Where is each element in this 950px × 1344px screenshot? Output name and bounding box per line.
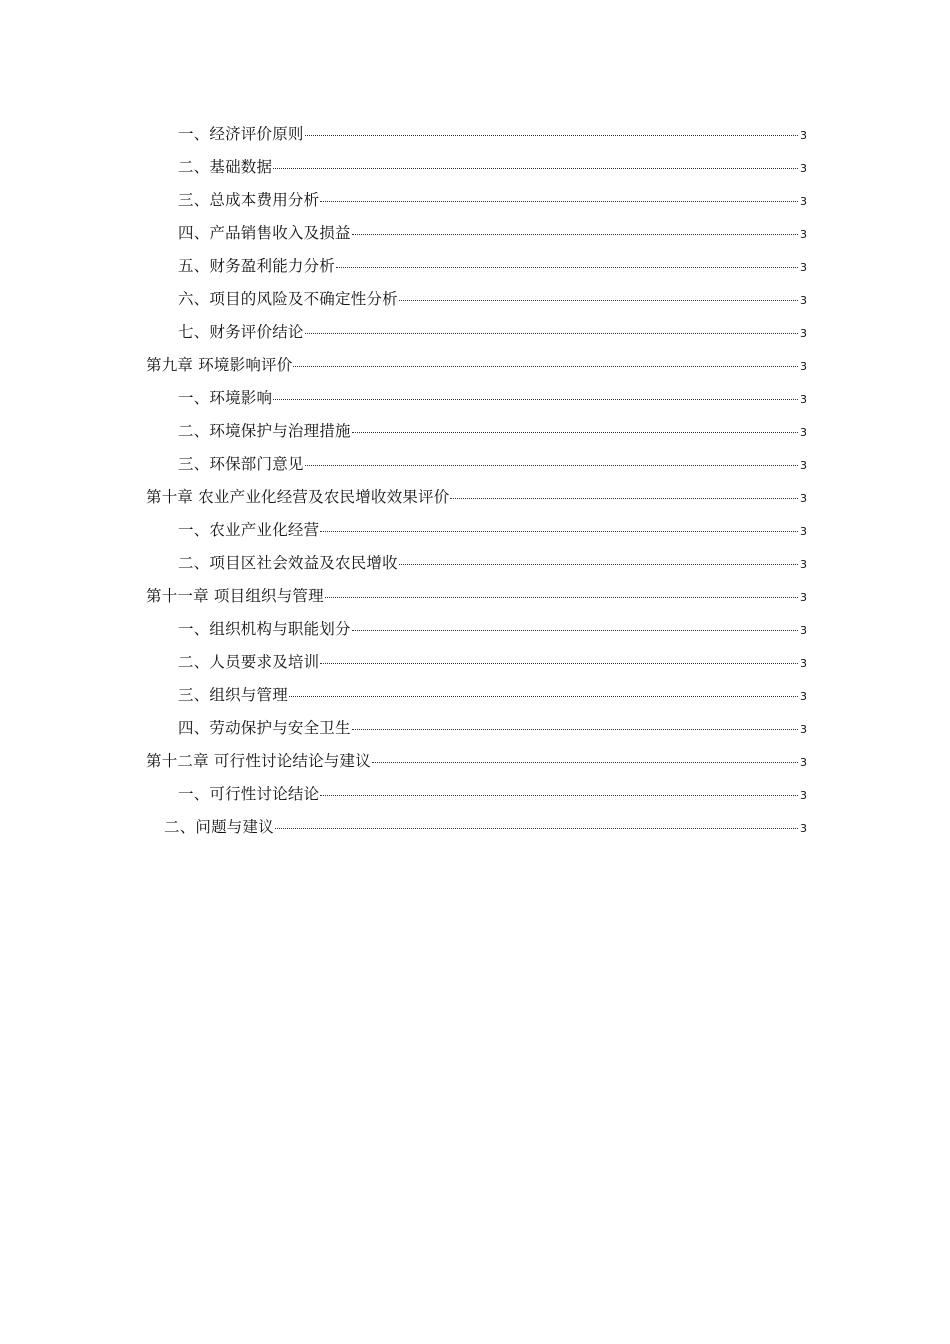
toc-dot-leader bbox=[450, 497, 798, 499]
toc-dot-leader bbox=[325, 596, 798, 598]
toc-dot-leader bbox=[336, 266, 798, 268]
toc-entry-title: 一、可行性讨论结论 bbox=[178, 785, 320, 803]
toc-page-number: 3 bbox=[800, 591, 807, 604]
toc-dot-leader bbox=[305, 332, 798, 334]
toc-dot-leader bbox=[320, 530, 798, 532]
toc-dot-leader bbox=[352, 629, 798, 631]
toc-page-number: 3 bbox=[800, 294, 807, 307]
toc-dot-leader bbox=[273, 167, 798, 169]
toc-section-entry[interactable] bbox=[178, 122, 807, 146]
toc-page-number: 3 bbox=[800, 228, 807, 241]
toc-section-entry[interactable] bbox=[178, 419, 807, 443]
toc-entry-title: 二、问题与建议 bbox=[164, 818, 274, 836]
toc-page-number: 3 bbox=[800, 360, 807, 373]
toc-section-entry[interactable] bbox=[178, 782, 807, 806]
toc-entry-title: 第十章 农业产业化经营及农民增收效果评价 bbox=[146, 488, 450, 506]
toc-dot-leader bbox=[275, 827, 798, 829]
toc-dot-leader bbox=[352, 728, 798, 730]
toc-entry-title: 一、农业产业化经营 bbox=[178, 521, 320, 539]
toc-entry-title: 二、环境保护与治理措施 bbox=[178, 422, 351, 440]
toc-page-number: 3 bbox=[800, 459, 807, 472]
toc-page-number: 3 bbox=[800, 492, 807, 505]
toc-dot-leader bbox=[352, 431, 798, 433]
toc-entry-title: 六、项目的风险及不确定性分析 bbox=[178, 290, 398, 308]
toc-entry-title: 第十一章 项目组织与管理 bbox=[146, 587, 324, 605]
toc-page-number: 3 bbox=[800, 624, 807, 637]
toc-chapter-entry[interactable] bbox=[146, 353, 807, 377]
toc-section-entry[interactable] bbox=[178, 155, 807, 179]
toc-page-number: 3 bbox=[800, 162, 807, 175]
toc-page-number: 3 bbox=[800, 195, 807, 208]
toc-entry-title: 五、财务盈利能力分析 bbox=[178, 257, 336, 275]
toc-page-number: 3 bbox=[800, 822, 807, 835]
toc-dot-leader bbox=[273, 398, 798, 400]
toc-page-number: 3 bbox=[800, 393, 807, 406]
toc-entry-title: 二、项目区社会效益及农民增收 bbox=[178, 554, 398, 572]
toc-section-entry[interactable] bbox=[178, 287, 807, 311]
toc-entry-title: 一、环境影响 bbox=[178, 389, 273, 407]
toc-dot-leader bbox=[289, 695, 798, 697]
toc-dot-leader bbox=[320, 662, 798, 664]
toc-section-entry[interactable] bbox=[178, 617, 807, 641]
toc-entry-title: 二、人员要求及培训 bbox=[178, 653, 320, 671]
toc-chapter-entry[interactable] bbox=[146, 749, 807, 773]
toc-section-entry[interactable] bbox=[178, 188, 807, 212]
toc-entry-title: 四、劳动保护与安全卫生 bbox=[178, 719, 351, 737]
toc-section-entry[interactable] bbox=[178, 716, 807, 740]
toc-page-number: 3 bbox=[800, 129, 807, 142]
toc-dot-leader bbox=[305, 464, 798, 466]
toc-section-entry[interactable] bbox=[178, 518, 807, 542]
toc-dot-leader bbox=[320, 794, 798, 796]
toc-page-number: 3 bbox=[800, 525, 807, 538]
toc-entry-title: 三、总成本费用分析 bbox=[178, 191, 320, 209]
toc-page-number: 3 bbox=[800, 690, 807, 703]
toc-dot-leader bbox=[352, 233, 798, 235]
toc-chapter-entry[interactable] bbox=[146, 485, 807, 509]
toc-section-entry[interactable] bbox=[178, 452, 807, 476]
toc-entry-title: 第九章 环境影响评价 bbox=[146, 356, 293, 374]
toc-dot-leader bbox=[305, 134, 798, 136]
toc-dot-leader bbox=[372, 761, 798, 763]
toc-entry-title: 三、环保部门意见 bbox=[178, 455, 304, 473]
toc-page-number: 3 bbox=[800, 723, 807, 736]
toc-chapter-entry[interactable] bbox=[146, 584, 807, 608]
toc-entry-title: 第十二章 可行性讨论结论与建议 bbox=[146, 752, 371, 770]
toc-section-entry[interactable] bbox=[178, 254, 807, 278]
toc-entry-title: 一、组织机构与职能划分 bbox=[178, 620, 351, 638]
toc-page-number: 3 bbox=[800, 261, 807, 274]
toc-page-number: 3 bbox=[800, 756, 807, 769]
toc-section-entry[interactable] bbox=[178, 320, 807, 344]
toc-dot-leader bbox=[399, 563, 798, 565]
toc-entry-title: 三、组织与管理 bbox=[178, 686, 288, 704]
toc-section-entry[interactable] bbox=[178, 650, 807, 674]
toc-page-number: 3 bbox=[800, 657, 807, 670]
toc-page-number: 3 bbox=[800, 789, 807, 802]
toc-page-number: 3 bbox=[800, 426, 807, 439]
toc-section-entry[interactable] bbox=[178, 221, 807, 245]
toc-entry-title: 一、经济评价原则 bbox=[178, 125, 304, 143]
toc-section-entry[interactable] bbox=[178, 551, 807, 575]
toc-section-entry[interactable] bbox=[164, 815, 807, 839]
toc-dot-leader bbox=[293, 365, 798, 367]
toc-page-number: 3 bbox=[800, 558, 807, 571]
toc-section-entry[interactable] bbox=[178, 386, 807, 410]
toc-entry-title: 四、产品销售收入及损益 bbox=[178, 224, 351, 242]
toc-page-number: 3 bbox=[800, 327, 807, 340]
toc-entry-title: 七、财务评价结论 bbox=[178, 323, 304, 341]
toc-dot-leader bbox=[320, 200, 798, 202]
toc-entry-title: 二、基础数据 bbox=[178, 158, 273, 176]
toc-dot-leader bbox=[399, 299, 798, 301]
toc-section-entry[interactable] bbox=[178, 683, 807, 707]
